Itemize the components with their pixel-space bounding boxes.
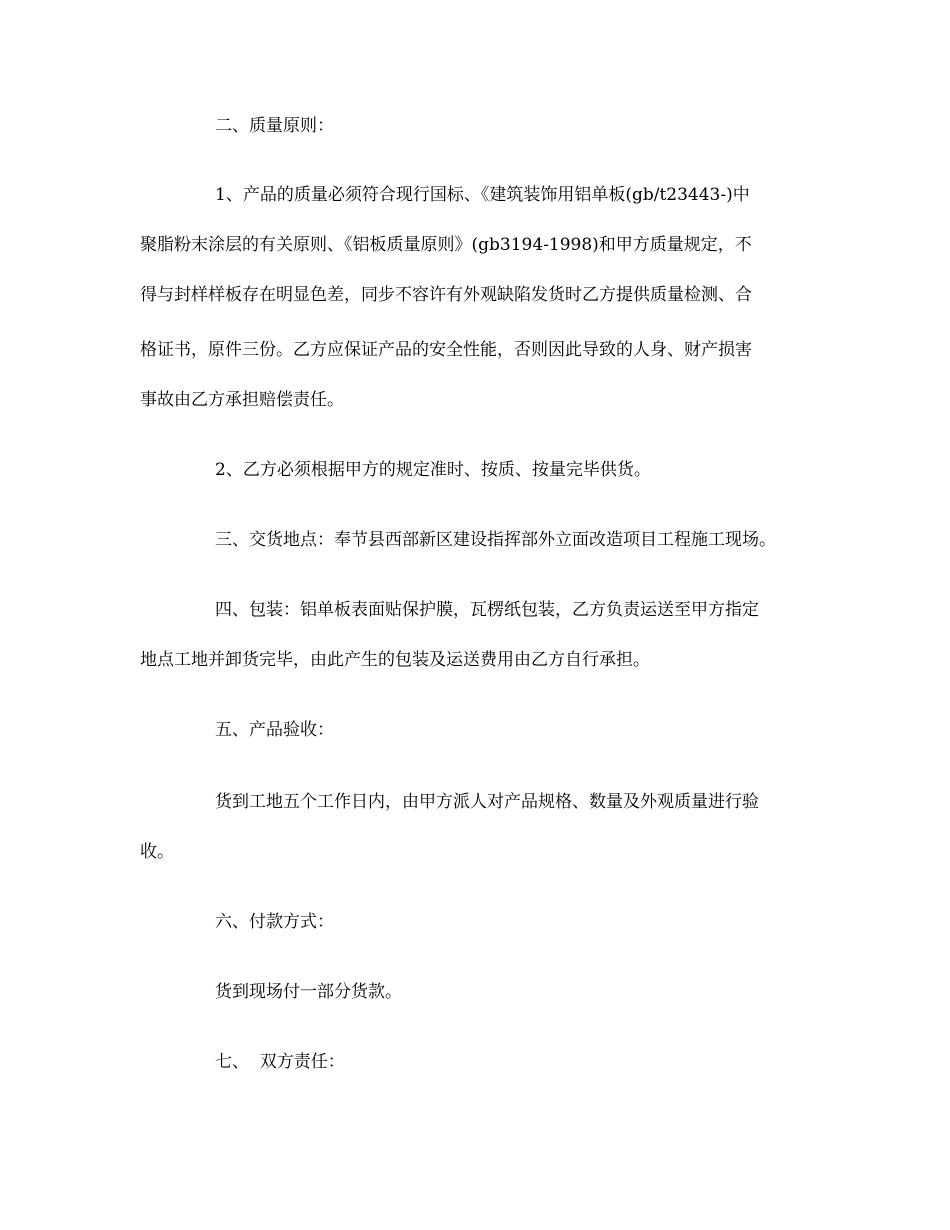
- section6-body: 货到现场付一部分货款。: [215, 982, 402, 1002]
- section5-body-line1: 货到工地五个工作日内，由甲方派人对产品规格、数量及外观质量进行验: [215, 792, 759, 812]
- section7-heading: 七、 双方责任：: [215, 1052, 345, 1072]
- item1-line3: 得与封样样板存在明显色差，同步不容许有外观缺陷发货时乙方提供质量检测、合: [140, 285, 752, 305]
- item2: 2、乙方必须根据甲方的规定准时、按质、按量完毕供货。: [215, 460, 651, 480]
- section6-heading: 六、付款方式：: [215, 912, 334, 932]
- section4-line2: 地点工地并卸货完毕，由此产生的包装及运送费用由乙方自行承担。: [140, 650, 650, 670]
- item1-line2: 聚脂粉末涂层的有关原则、《铝板质量原则》(gb3194-1998)和甲方质量规定，不: [140, 235, 752, 255]
- section5-heading: 五、产品验收：: [215, 720, 334, 740]
- section4-line1: 四、包装：铝单板表面贴保护膜，瓦楞纸包装，乙方负责运送至甲方指定: [215, 600, 759, 620]
- item1-line5: 事故由乙方承担赔偿责任。: [140, 390, 344, 410]
- item1-line4: 格证书，原件三份。乙方应保证产品的安全性能，否则因此导致的人身、财产损害: [140, 340, 752, 360]
- item1-line1: 1、产品的质量必须符合现行国标、《建筑装饰用铝单板(gb/t23443-)中: [215, 185, 750, 205]
- section2-heading: 二、质量原则：: [215, 116, 334, 136]
- section3: 三、交货地点：奉节县西部新区建设指挥部外立面改造项目工程施工现场。: [215, 530, 776, 550]
- section5-body-line2: 收。: [140, 842, 174, 862]
